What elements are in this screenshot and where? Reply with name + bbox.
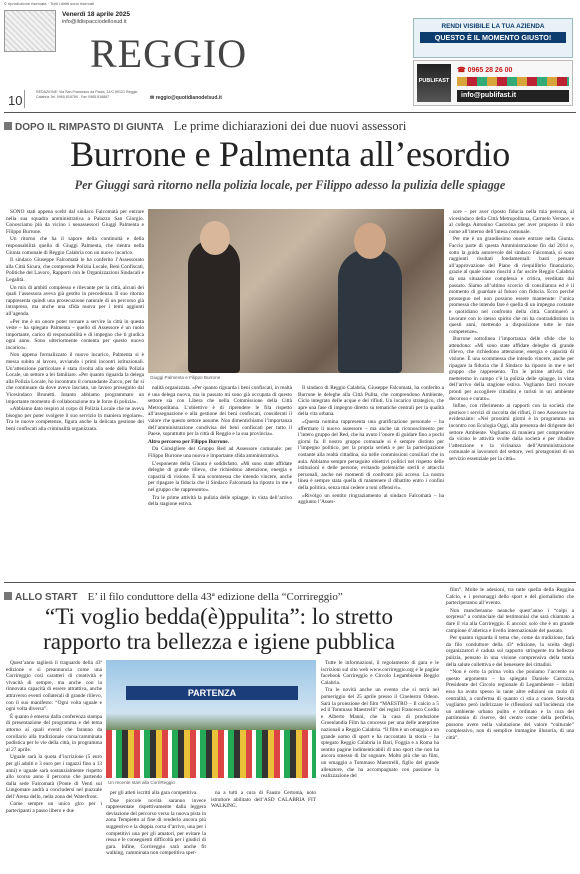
paragraph: Non mancheranno neanche quest’anno i “colpi a sorpresa” a cominciare dal testimonial che sarà chiamato a dare il via alla Corrireggio. E ancora: solo che è un grande campione d’atletica e livello internazionale del passato. xyxy=(446,607,574,634)
headline-line1: “Ti voglio bedda(è)ppulita”: lo stretto xyxy=(45,604,393,629)
divider xyxy=(24,90,25,108)
paragraph: SONO stati appena scelti dal sindaco Falcomatà per entrare nella sua squadra amministrativa a Palazzo San Giorgio. Conosciamo più da vicino i neoassessori Giuggi Palmenta e Filippo Burrone. xyxy=(6,209,144,235)
kicker-square-icon xyxy=(4,592,12,600)
ad-logo: PUBLIFAST xyxy=(417,64,451,102)
ad-graphic xyxy=(457,77,569,86)
article2-photo-caption: Un recente start alla CorriReggio xyxy=(108,780,175,785)
start-banner: PARTENZA xyxy=(126,686,298,700)
paragraph: Infine, con riferimento ai rapporti con la società che gestisce i servizi di raccolta dei rifiuti, il neo Assessore ha evidenziato: «Nei prossimi giorni è in programma un incontro con Ecologia Oggi, alla presenza del dirigente del settore Ambiente. Vogliamo di maniera per comprendere da vicino le attività svolte dalla società e per ribadire l’attenzione e la vicinanza dell’Amministrazione comunale ai lavoratori del settore, veri protagonisti di un servizio essenziale per la città». xyxy=(449,403,574,462)
header-email[interactable]: info@ildispacciodellosud.it xyxy=(62,19,127,25)
article2-col1 xyxy=(6,660,102,870)
person-left xyxy=(188,239,240,373)
article2-col3a xyxy=(211,790,316,870)
paragraph: Come sempre un unico giro per i partecipanti a passo libero e due xyxy=(6,801,102,815)
archive-note: © riproduzione riservata · Tutti i diritti sono riservati xyxy=(4,1,95,6)
paragraph: «Per me è un onore poter tornare a servire la città in questa veste – ha spiegato Palmenta – quello di Assessore è un ruolo importante, carico di responsabilità e di impegno che ti giudica ogni anno. Sono ulteriormente contenta per questo nuovo incarico». xyxy=(6,318,144,351)
ad-phone-text: 0965 28 26 00 xyxy=(467,67,513,74)
ad-email[interactable]: info@publifast.it xyxy=(457,90,569,102)
paragraph: Il sindaco Giuseppe Falcomatà le ha conferito l’Assessorato alla Città Sicura, che comprende Polizia Locale, Beni Confiscati, Politiche del Lavoro, Rapporti con le Organizzazioni Sindacali e Legalità. xyxy=(6,257,144,283)
headline-line2: rapporto tra bellezza e igiene pubblica xyxy=(43,629,395,654)
paragraph: «Rivolgo un sentito ringraziamento al sindaco Falcomatà – ha aggiunto l’Asses- xyxy=(298,492,444,506)
article1-photo-caption: Giuggi Palmenta e Filippo Burrone xyxy=(150,375,221,380)
section-title: REGGIO xyxy=(90,31,248,76)
paragraph: Per quanto riguarda il tema che, come da tradizione, farà da filo conduttore della 43ª edizione, la scelta degli organizzatori è caduta sul rapporto stringente tra bellezze pulizia, pensato in una visione comprensiva della tutela della salute collettiva e del benessere dei cittadini. xyxy=(446,635,574,668)
paragraph: L’esponente della Giunta è soddisfatto. «Mi sono state affidate deleghe di grande rilievo, che richiedono attenzione, energia e capacità di visione. È una scommessa che intendo vincere, anche per ripagare la fiducia che il Sindaco Falcomatà ha riposto in me e nel gruppo che rappresento». xyxy=(148,460,292,493)
kicker-square-icon xyxy=(4,122,12,130)
paragraph: na a tutti a cura di Fausto Certomà, noto istruttore abilitato dell’ASD CALABRIA FIT WALKING. xyxy=(211,790,316,810)
article1-col4 xyxy=(449,209,574,579)
issue-date: Venerdì 18 aprile 2025 xyxy=(62,11,130,18)
paragraph: Tra le prime attività la pulizia delle spiagge, in vista dell’arrivo della stagione estiva. xyxy=(148,494,292,508)
article2-col4 xyxy=(446,587,574,870)
article1-kicker: DOPO IL RIMPASTO DI GIUNTA xyxy=(15,122,164,133)
paragraph: Non appena formalizzato il nuovo incarico, Palmenta si è messa subito al lavoro, avviando i primi incontri istituzionali. Un’attenzione particolare è stata rivolta alla sede della Polizia Locale, un settore a lei familiare. «Per quanto riguarda la delega alla Polizia Locale, ho incontrato il comandante Zucco, per far sì che continuare da dove avevo lasciato, un lavoro proseguito dal Vicesindaco Brunetti. Intanto abbiamo programmato un importante momento di collaborazione tra le forze di polizia». xyxy=(6,352,144,405)
ad-banner-publifast[interactable] xyxy=(413,60,573,106)
article2-col2 xyxy=(106,790,206,870)
page-number: 10 xyxy=(8,93,23,108)
paragraph: Altro percorso per Filippo Burrone. xyxy=(148,438,229,445)
article1-col3 xyxy=(298,385,444,579)
rule xyxy=(4,582,576,583)
paragraph: Tra le novità anche un evento che si terrà nel pomeriggio del 25 aprile presso il Cinelestro Odeon. Sarà la proiezione del film “MAESTRO – Il calcio a 5 ed il Tommaso Maestrelli” dei registi Francesco Cordio e Alberto Manni, che la casa di produzione Groenlandia Film ha concesso per una delle anteprime nazionali a Reggio Calabria. “Il film è un omaggio a un grande uomo di sport e ha raccontato la storia – ha spiegato Reggio Calabria in Bari, Foggia e a Roma ha sentito pagine indimenticabili di uno sport che non ha ancora smesso di far sognare. Molto più che un film, un omaggio a Tommaso Maestrelli, figlio del grande allenatore, che ha accompagnato con passione la realizzazione del xyxy=(321,687,439,780)
person-right xyxy=(338,249,402,373)
paragraph: per gli atleti iscritti alla gara competitiva. xyxy=(110,790,198,796)
article2-kicker-row xyxy=(4,587,424,605)
newsroom-email-text[interactable]: reggio@quotidianodelsud.it xyxy=(155,95,222,101)
rule xyxy=(4,112,576,113)
paragraph: Tutte le informazioni, il regolamento di gara e le iscrizioni sul sito web www.corrireggio.org e le pagine facebook Corrireggio e Circolo Legambiente Reggio Calabria. xyxy=(321,660,439,686)
article1-col1 xyxy=(6,209,144,579)
paragraph: sore – per aver riposto fiducia nella mia persona, al vicesindaco della Città Metropolitana, Carmelo Versace, e al collega Antonino Castorina per aver proposto il mio nome all’interno dell’intesa comunale. xyxy=(449,209,574,235)
ad-banner-top[interactable] xyxy=(413,18,573,58)
face-left xyxy=(200,221,230,255)
face-right xyxy=(354,223,386,259)
paragraph: Il sindaco di Reggio Calabria, Giuseppe Falcomatà, ha conferito a Burrone le deleghe alla Città Pulita, che comprendono Ambiente, Ciclo integrato delle acque e dei rifiuti. Un incarico strategico, che apre una fase di impegno diretto su tematiche centrali per la qualità della vita urbana. xyxy=(298,385,444,418)
article1-photo xyxy=(148,209,444,373)
paragraph: Per me è un grandissimo onore entrare nella Giunta. Faccio parte di questa Amministrazione fin dal 2014 e, sotto la guida autorevole del sindaco Falcomatà, si sono raggiunti risultati fondamentali: basti pensare all’approvazione del Piano di riequilibrio finanziario, grazie al quale siamo riusciti a far uscire Reggio Calabria da una situazione complessa e critica, ereditata dal passato. Siamo all’ultimo scorcio di consiliatura ed è il momento di guardare al futuro con fiducia. Ecco perché prosseguo nel non possono essere mantenute: l’unica promessa che intendo fare è quella di un impegno costante e quotidiano nel confronto della città. Continuerò a lavorare con lo stesso spirito che mi ha contraddistinto in questi anni, mettendo a disposizione tutte le mie competenze». xyxy=(449,236,574,335)
article1-subhead: Per Giuggi sarà ritorno nella polizia locale, per Filippo adesso la pulizia delle spiagge xyxy=(74,178,506,192)
paragraph: Un ritorno che ha il sapore della continuità e della responsabilità quello di Giuggi Palmenta, che rientra nella Giunta comunale di Reggio Calabria con un nuovo incarico. xyxy=(6,236,144,256)
article2-col3 xyxy=(321,660,439,870)
article2-photo xyxy=(106,660,316,778)
paragraph: Burrone sottolinea l’importanza delle sfide che lo attendono: «Mi sono state affidate deleghe di grande rilievo, che richiedono attenzione, energia e capacità di visione. È una scommessa che intendo vincere, anche per ripagare la fiducia che il Sindaco ha riposto in me e nel gruppo che rappresento. Tra le prime attività che metteremo in campo c’è la pulizia delle spiagge, in vista dell’arrivo della stagione estiva. Vogliamo farci trovare pronti per accogliere cittadini e turisti in un ambiente decoroso e curato». xyxy=(449,336,574,402)
paragraph: «Questa nomina rappresenta una gratificazione personale – ha affermato il nuovo assessore – ma anche un riconoscimento per l’intero gruppo del Red, che ha avuto l’onore di guidare fino a pochi giorni fa. Il nostro gruppo comunale si è sempre distinto per l’impegno politico, per la propria serietà e per la partecipazione costante alla realtà cittadina, sia nelle commissioni consiliari che in aula. Abbiamo sempre perseguito obiettivi politici nel rispetto delle istituzioni e delle persone, evitando polemiche sterili e attacchi personali, anche nei momenti di confronto più acceso. La nostra linea è sempre stata quella di mantenere il dibattito entro i confini della politica, senza mai cedere a toni offensivi». xyxy=(298,418,444,491)
paragraph: Uguale sarà la quota d’iscrizione (5 euro per gli adulti e 3 euro per i ragazzi fino a 13 anni) e uguale sarà sostanzialmente rispetto allo scorso anno il percorso che partendo dalla sede Falcomatà (Ponte di Venti sul Lungomare andrà a concludersi nel piazzale dell’Arena dello, nella zona del Waterfront. xyxy=(6,754,102,800)
runners-crowd xyxy=(106,730,316,778)
article2-kicker-sub: E’ il filo conduttore della 43ª edizione della “Corrireggio” xyxy=(87,591,343,603)
newspaper-logo xyxy=(4,10,56,52)
ad-line2: QUESTO È IL MOMENTO GIUSTO! xyxy=(420,32,566,43)
paragraph: «Abbiamo dato respiro al corpo di Polizia Locale che ne aveva bisogno per poter svolgere il suo servizio in maniera regolare». Tra le nuove competenze, figura anche la delicata gestione dei beni confiscati alla criminalità organizzata. xyxy=(6,406,144,432)
paragraph: Da Consigliere del Gruppo Red ad Assessore comunale: per Filippo Burrone una nuova e importante sfida amministrativa. xyxy=(148,446,292,459)
ad-phone: ☎ 0965 28 26 00 xyxy=(457,67,513,74)
paragraph: film”. Molte le adesioni, tra tutte quella della Reggina Calcio, e i personaggi dello sport e del giornalismo che parteciperanno all’evento. xyxy=(446,587,574,607)
article2-kicker: ALLO START xyxy=(15,592,78,603)
paragraph: Quest’anno taglierà il traguardo della 43ª edizione e si preannuncia come una Corrireggio così caratteri di creatività e vivacità di sempre, ma anche con la rinnovata capacità di essere attrattiva, anche attraverso eventi collaterali di grande rilievo, con il suo manifesto: “Ogni volta uguale e ogni volta diversa”. xyxy=(6,660,102,713)
article2-headline xyxy=(4,604,434,654)
article1-kicker-sub: Le prime dichiarazioni dei due nuovi assessori xyxy=(173,119,407,133)
ad-line1: RENDI VISIBILE LA TUA AZIENDA xyxy=(441,23,545,30)
article1-col2 xyxy=(148,385,292,579)
article1-headline: Burrone e Palmenta all’esordio xyxy=(70,134,510,174)
newsroom-email[interactable]: ✉ reggio@quotidianodelsud.it xyxy=(150,95,222,101)
paragraph: Un mix di ambiti complesso e rilevante per la città, alcuni dei quali l’assessora aveva già gestito in precedenza. Il suo ritorno rappresenta quindi una prosecuzione naturale di un percorso già intrapreso, ma anche una sfida nuova per i temi aggiunti all’agenda. xyxy=(6,284,144,317)
paragraph: nalità organizzata. «Per quanto riguarda i beni confiscati, in realtà è una delega nuova, ma in passato mi sono già occupata di questo settore sia con Libera che nella Commissione della Città Metropolitana. L’obiettivo è di riprendere le fila rispetto all’assegnazione e alla gestione dei beni confiscati, considerati il valore che questo settore assume. Non dimentichiamo l’importanza dell’amministrazione condivisa dei beni confiscati per tutto il Paese, soprattutto per la città di Reggio e la sua provincia». xyxy=(148,385,292,438)
paragraph: Due piccole novità saranno invece rappresentate rispettivamente dalla leggera deviazione del percorso verso la nuova pista in zona Tempietto al fine di renderlo ancora più suggestivo e la doppia corsa d’arrivo, una per i competitivi una per gli amatori, per evitare la ressa e le conseguenti difficoltà per i giudici di gara. Infine, Corrireggio sarà anche fit walking, camminata non competitiva sper- xyxy=(106,797,206,857)
editorial-address: REDAZIONE: Via San Francesco da Paola, 14/C 89121 Reggio Calabria Tel. 0965 818789 - Fax 0965 818887 xyxy=(36,90,138,99)
paragraph: “Non è certo la prima volta che poniamo l’accento su questo argomento – ha spiegato Daniele Carrozza, Presidente del Circolo regionale di Legambiente – infatti esso ha avuto spesso in tante altre edizioni un ruolo di centralità, a conferma di quanto ci stia a cuore. Stavolta vogliamo però indirizzare le riflessioni sull’incidenza che un ambiente urbano pulito e ordinato e la cura del patrimonio di riserve, del centro come della periferia, possono avere nella valutazione del valore “culturale” complessivo, non di semplice immagine illusoria, di una città”. xyxy=(446,669,574,742)
paragraph: È quanto è emerso dalla conferenza stampa di presentazione del programma e del tema attorno ai quali eventi che faranno da corollario alla tradizionale corsa/camminata podistica per le vie della città, in programma al 27 aprile. xyxy=(6,713,102,753)
